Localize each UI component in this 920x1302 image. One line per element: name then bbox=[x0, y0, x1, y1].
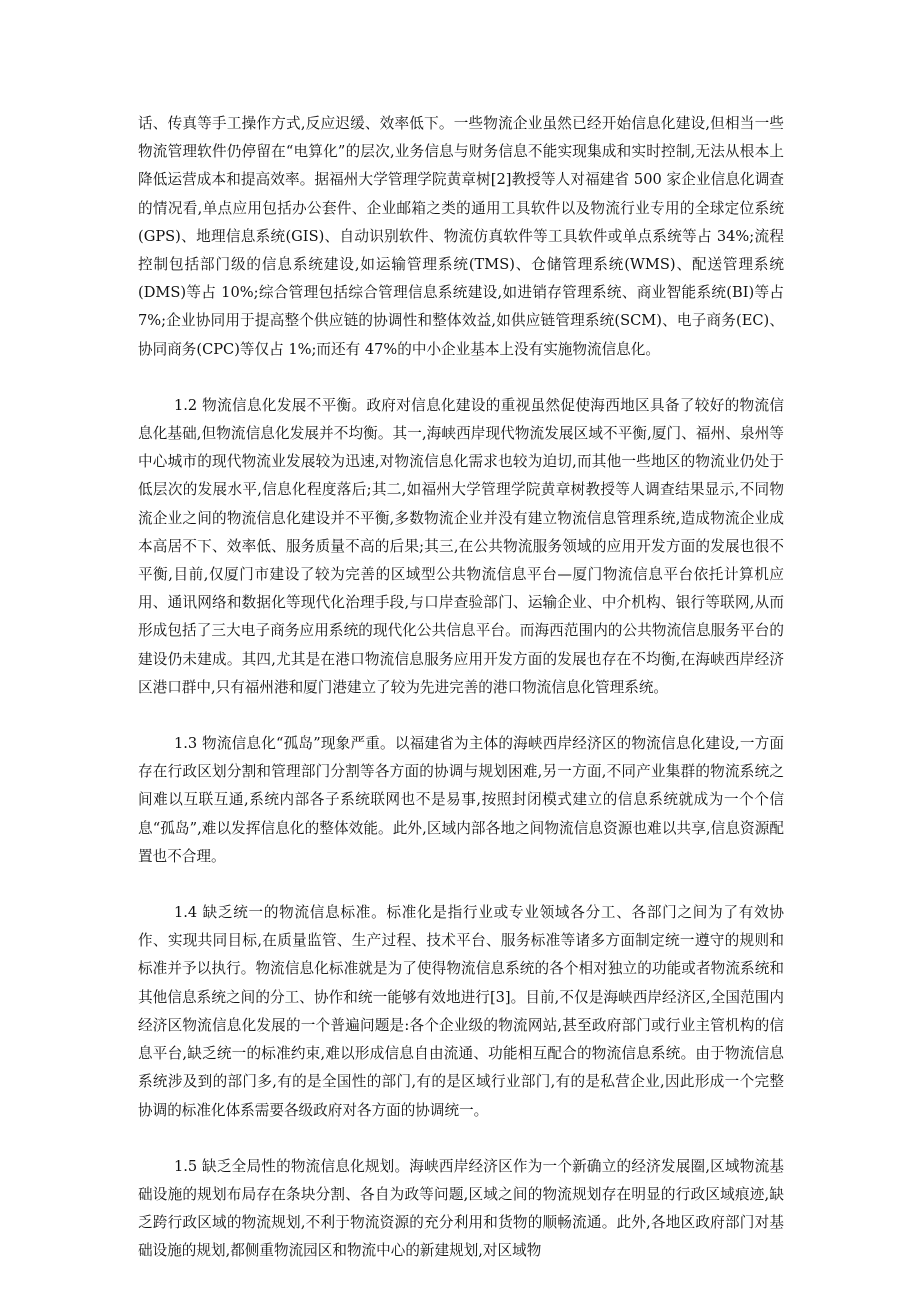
paragraph-section-1-3: 1.3 物流信息化“孤岛”现象严重。以福建省为主体的海峡西岸经济区的物流信息化建设,一方面存在行政区划分割和管理部门分割等各方面的协调与规划困难,另一方面,不同产业集群的物流系统之间难以互联互通,系统内部各子系统联网也不是易事,按照封闭模式建立的信息系统就成为一个个信息“孤岛”,难以发挥信息化的整体效能。此外,区域内部各地之间物流信息资源也难以共享,信息资源配置也不合理。 bbox=[138, 735, 784, 865]
paragraph-section-1-5: 1.5 缺乏全局性的物流信息化规划。海峡西岸经济区作为一个新确立的经济发展圈,区域物流基础设施的规划布局存在条块分割、各自为政等问题,区域之间的物流规划存在明显的行政区域痕迹,缺乏跨行政区域的物流规划,不利于物流资源的充分利用和货物的顺畅流通。此外,各地区政府部门对基础设施的规划,都侧重物流园区和物流中心的新建规划,对区域物 bbox=[138, 1157, 784, 1260]
paragraph-section-1-4: 1.4 缺乏统一的物流信息标准。标准化是指行业或专业领域各分工、各部门之间为了有效协作、实现共同目标,在质量监管、生产过程、技术平台、服务标准等诸多方面制定统一遵守的规则和标准并予以执行。物流信息化标准就是为了使得物流信息系统的各个相对独立的功能或者物流系统和其他信息系统之间的分工、协作和统一能够有效地进行[3]。目前,不仅是海峡西岸经济区,全国范围内经济区物流信息化发展的一个普遍问题是:各个企业级的物流网站,甚至政府部门或行业主管机构的信息平台,缺乏统一的标准约束,难以形成信息自由流通、功能相互配合的物流信息系统。由于物流信息系统涉及到的部门多,有的是全国性的部门,有的是区域行业部门,有的是私营企业,因此形成一个完整协调的标准化体系需要各级政府对各方面的协调统一。 bbox=[138, 904, 784, 1119]
paragraph-intro-continued: 话、传真等手工操作方式,反应迟缓、效率低下。一些物流企业虽然已经开始信息化建设,但相当一些物流管理软件仍停留在“电算化”的层次,业务信息与财务信息不能实现集成和实时控制,无法从根本上降低运营成本和提高效率。据福州大学管理学院黄章树[2]教授等人对福建省 500 家企业信息化调查的情况看,单点应用包括办公套件、企业邮箱之类的通用工具软件以及物流行业专用的全球定位系统(GPS)、地理信息系统(GIS)、自动识别软件、物流仿真软件等工具软件或单点系统等占 34%;流程控制包括部门级的信息系统建设,如运输管理系统(TMS)、仓储管理系统(WMS)、配送管理系统(DMS)等占 10%;综合管理包括综合管理信息系统建设,如进销存管理系统、商业智能系统(BI)等占 7%;企业协同用于提高整个供应链的协调性和整体效益,如供应链管理系统(SCM)、电子商务(EC)、协同商务(CPC)等仅占 1%;而还有 47%的中小企业基本上没有实施物流信息化。 bbox=[138, 115, 784, 358]
paragraph-section-1-2: 1.2 物流信息化发展不平衡。政府对信息化建设的重视虽然促使海西地区具备了较好的物流信息化基础,但物流信息化发展并不均衡。其一,海峡西岸现代物流发展区域不平衡,厦门、福州、泉州等中心城市的现代物流业发展较为迅速,对物流信息化需求也较为迫切,而其他一些地区的物流业仍处于低层次的发展水平,信息化程度落后;其二,如福州大学管理学院黄章树教授等人调查结果显示,不同物流企业之间的物流信息化建设并不平衡,多数物流企业并没有建立物流信息管理系统,造成物流企业成本高居不下、效率低、服务质量不高的后果;其三,在公共物流服务领域的应用开发方面的发展也很不平衡,目前,仅厦门市建设了较为完善的区域型公共物流信息平台—厦门物流信息平台依托计算机应用、通讯网络和数据化等现代化治理手段,与口岸查验部门、运输企业、中介机构、银行等联网,从而形成包括了三大电子商务应用系统的现代化公共信息平台。而海西范围内的公共物流信息服务平台的建设仍未建成。其四,尤其是在港口物流信息服务应用开发方面的发展也存在不均衡,在海峡西岸经济区港口群中,只有福州港和厦门港建立了较为先进完善的港口物流信息化管理系统。 bbox=[138, 396, 784, 696]
document-body bbox=[138, 110, 784, 1266]
